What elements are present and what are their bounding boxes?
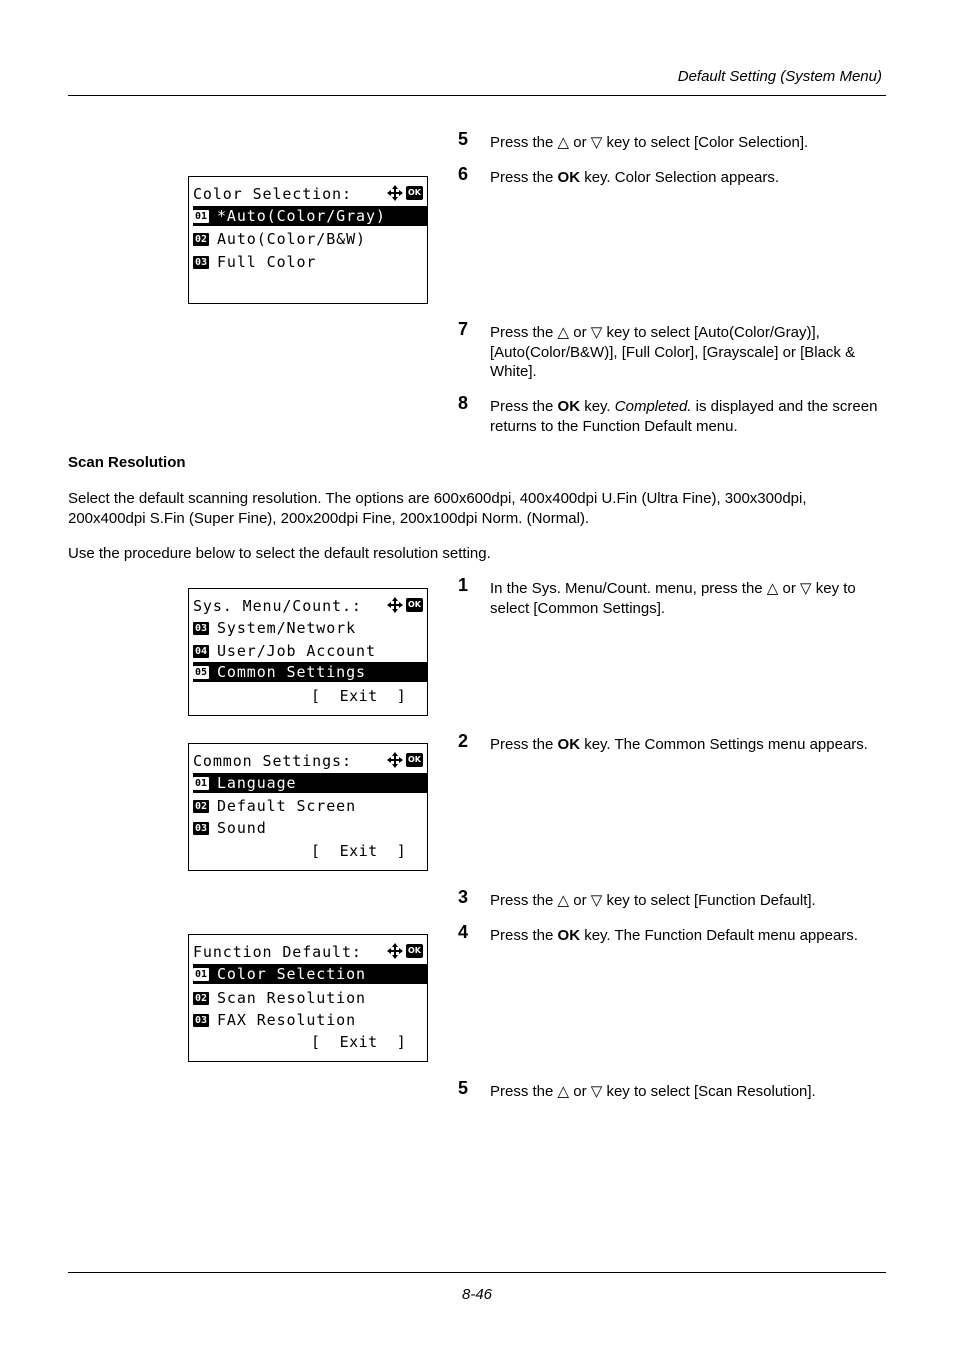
step-text: Press the △ or ▽ key to select [Auto(Color/Gray)], [Auto(Color/B&W)], [Full Color], [Grayscale] or [Black & White]. bbox=[490, 324, 856, 380]
section-paragraph-2: Use the procedure below to select the default resolution setting. bbox=[68, 545, 491, 562]
item-number-badge: 02 bbox=[194, 993, 208, 1004]
lcd-nav-icons bbox=[386, 597, 423, 613]
lcd-menu-item: 05 Common Settings bbox=[193, 662, 427, 682]
step-text: Press the OK key. The Function Default menu appears. bbox=[490, 927, 858, 944]
ok-key-icon: OK bbox=[406, 598, 423, 612]
lcd-menu-item: 02 Auto(Color/B&W) bbox=[194, 230, 366, 248]
lcd-menu-item: 04 User/Job Account bbox=[194, 642, 376, 660]
lcd-nav-icons bbox=[386, 752, 423, 768]
lcd-menu-item: 03 Full Color bbox=[194, 253, 317, 271]
step-text: Press the OK key. Completed. is displayed and the screen returns to the Function Default menu. bbox=[490, 398, 878, 435]
step-number: 4 bbox=[458, 922, 469, 942]
footer-rule bbox=[68, 1272, 886, 1273]
lcd-menu-item: 01 Language bbox=[193, 773, 427, 793]
item-number-badge: 03 bbox=[194, 257, 208, 268]
step-number: 3 bbox=[458, 887, 469, 907]
step-text: Press the △ or ▽ key to select [Color Selection]. bbox=[490, 134, 809, 151]
page-number: 8-46 bbox=[461, 1286, 493, 1303]
lcd-menu-item: 03 FAX Resolution bbox=[194, 1011, 357, 1029]
step-number: 1 bbox=[458, 575, 469, 595]
item-number-badge: 01 bbox=[194, 211, 208, 222]
step-number: 2 bbox=[458, 731, 469, 751]
lcd-title: Function Default: bbox=[193, 943, 362, 961]
header-rule bbox=[68, 95, 886, 96]
item-number-badge: 03 bbox=[194, 1015, 208, 1026]
lcd-nav-icons bbox=[386, 943, 423, 959]
step-number: 7 bbox=[458, 319, 469, 339]
ok-key-icon: OK bbox=[406, 753, 423, 767]
section-paragraph-1: Select the default scanning resolution. The options are 600x600dpi, 400x400dpi U.Fin (Ultra Fine), 300x300dpi, 200x400dpi S.Fin (Super Fine), 200x200dpi Fine, 200x100dpi Norm. (Normal). bbox=[68, 490, 807, 527]
lcd-title: Common Settings: bbox=[193, 752, 352, 770]
lcd-menu-item: 03 Sound bbox=[194, 819, 267, 837]
step-text: Press the △ or ▽ key to select [Function Default]. bbox=[490, 892, 816, 909]
four-way-arrow-icon bbox=[386, 185, 404, 201]
four-way-arrow-icon bbox=[386, 597, 404, 613]
step-number: 8 bbox=[458, 393, 469, 413]
lcd-menu-item: 02 Scan Resolution bbox=[194, 989, 366, 1007]
item-number-badge: 03 bbox=[194, 623, 208, 634]
lcd-function-default bbox=[188, 934, 428, 1062]
lcd-color-selection bbox=[188, 176, 428, 304]
step-number: 6 bbox=[458, 164, 469, 184]
lcd-menu-item: 03 System/Network bbox=[194, 619, 357, 637]
lcd-menu-item: 02 Default Screen bbox=[194, 797, 357, 815]
item-number-badge: 02 bbox=[194, 234, 208, 245]
lcd-title: Sys. Menu/Count.: bbox=[193, 597, 362, 615]
item-number-badge: 01 bbox=[194, 778, 208, 789]
step-number: 5 bbox=[458, 129, 469, 149]
item-number-badge: 01 bbox=[194, 969, 208, 980]
lcd-title: Color Selection: bbox=[193, 185, 352, 203]
four-way-arrow-icon bbox=[386, 752, 404, 768]
page-header-title: Default Setting (System Menu) bbox=[677, 68, 882, 85]
lcd-menu-item: 01 Color Selection bbox=[193, 964, 427, 984]
four-way-arrow-icon bbox=[386, 943, 404, 959]
lcd-sys-menu-count bbox=[188, 588, 428, 716]
lcd-exit-softkey: [ Exit ] bbox=[311, 1033, 407, 1051]
lcd-menu-item: 01 *Auto(Color/Gray) bbox=[193, 206, 427, 226]
item-number-badge: 05 bbox=[194, 667, 208, 678]
item-number-badge: 04 bbox=[194, 646, 208, 657]
ok-key-icon: OK bbox=[406, 944, 423, 958]
lcd-nav-icons bbox=[386, 185, 423, 201]
step-number: 5 bbox=[458, 1078, 469, 1098]
lcd-common-settings bbox=[188, 743, 428, 871]
step-text: Press the OK key. The Common Settings menu appears. bbox=[490, 736, 868, 753]
step-text: In the Sys. Menu/Count. menu, press the △ or ▽ key to select [Common Settings]. bbox=[490, 580, 856, 617]
step-text: Press the OK key. Color Selection appears. bbox=[490, 169, 780, 186]
step-text: Press the △ or ▽ key to select [Scan Resolution]. bbox=[490, 1083, 816, 1100]
section-heading: Scan Resolution bbox=[68, 454, 186, 471]
ok-key-icon: OK bbox=[406, 186, 423, 200]
lcd-exit-softkey: [ Exit ] bbox=[311, 687, 407, 705]
item-number-badge: 02 bbox=[194, 801, 208, 812]
lcd-exit-softkey: [ Exit ] bbox=[311, 842, 407, 860]
item-number-badge: 03 bbox=[194, 823, 208, 834]
